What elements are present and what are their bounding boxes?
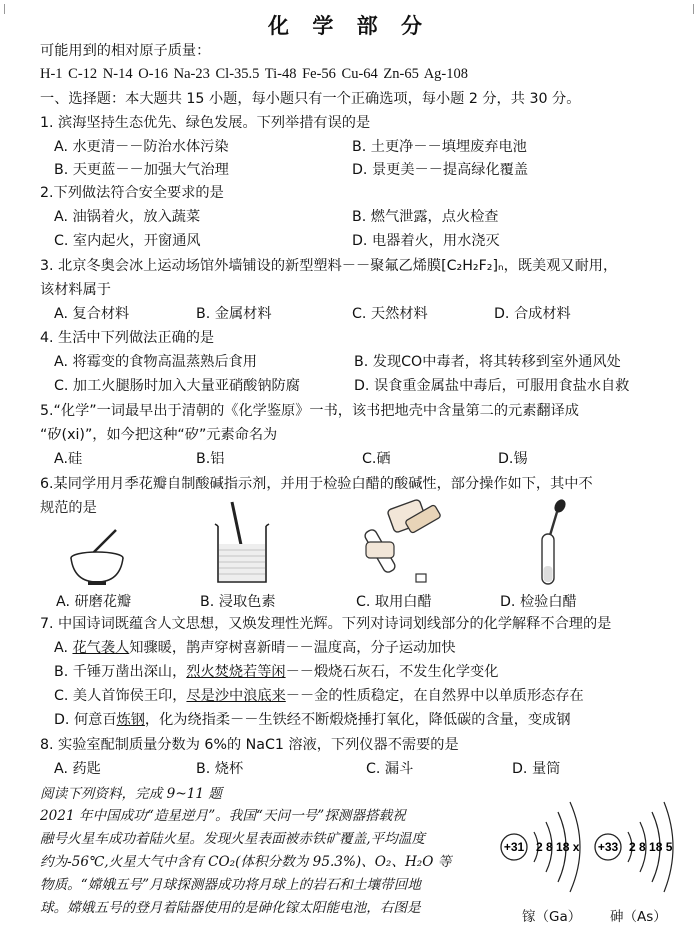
- q8-option-a: A. 药匙: [54, 761, 101, 777]
- ga-nucleus-charge: +31: [503, 840, 525, 854]
- ga-shell-electrons: 2 8 18 x: [536, 840, 580, 854]
- section-1-heading: 一、选择题：本大题共 15 小题，每小题只有一个正确选项，每小题 2 分，共 30 分。: [40, 91, 581, 107]
- as-nucleus-charge: +33: [597, 840, 619, 854]
- page-title: 化 学 部 分: [268, 13, 430, 38]
- mortar-base: [88, 581, 106, 585]
- q1-option-d: D. 景更美－－提高绿化覆盖: [352, 162, 529, 178]
- q1-stem: 1. 滨海坚持生态优先、绿色发展。下列举措有误的是: [40, 115, 371, 131]
- bottle-stopper: [416, 574, 426, 582]
- reading-line-3: 约为-56℃,火星大气中含有 CO₂(体积分数为 95.3%)、O₂、H₂O 等: [40, 854, 452, 870]
- q2-option-b: B. 燃气泄露，点火检查: [352, 209, 499, 225]
- q4-option-d: D. 误食重金属盐中毒后，可服用食盐水自救: [354, 378, 630, 394]
- beaker-lip: [215, 524, 269, 526]
- q5-stem: 5.“化学”一词最早出于清朝的《化学鉴原》一书，该书把地壳中含量第二的元素翻译成: [40, 403, 579, 419]
- beaker-rod-figure: [210, 498, 274, 588]
- q2-option-a: A. 油锅着火，放入蔬菜: [54, 209, 201, 225]
- q6-option-d: D. 检验白醋: [500, 594, 577, 610]
- q1-option-a: A. 水更清－－防治水体污染: [54, 139, 229, 155]
- q3-option-c: C. 天然材料: [352, 306, 428, 322]
- underlined-phrase: 烈火焚烧若等闲: [186, 664, 286, 680]
- q5-option-a: A.硅: [54, 451, 83, 467]
- q5-option-b: B.铝: [196, 451, 225, 467]
- q6-stem: 6.某同学用月季花瓣自制酸碱指示剂，并用于检验白醋的酸碱性，部分操作如下，其中不: [40, 476, 593, 492]
- q2-option-c: C. 室内起火，开窗通风: [54, 233, 201, 249]
- q3-stem: 3. 北京冬奥会冰上运动场馆外墙铺设的新型塑料－－聚氟乙烯膜[C₂H₂F₂]ₙ，既美观又耐用，: [40, 258, 618, 274]
- underlined-phrase: 花气袭人: [72, 640, 130, 656]
- pouring-figure: [360, 498, 450, 588]
- q7-option-d: D. 何意百炼钢，化为绕指柔－－生铁经不断煅烧捶打氧化，降低碳的含量，变成钢: [54, 712, 571, 728]
- q4-stem: 4. 生活中下列做法正确的是: [40, 330, 215, 346]
- q8-option-d: D. 量筒: [512, 761, 561, 777]
- q3-stem-cont: 该材料属于: [40, 282, 111, 298]
- tube-liquid: [544, 566, 553, 582]
- q4-option-b: B. 发现CO中毒者，将其转移到室外通风处: [354, 354, 621, 370]
- q3-option-b: B. 金属材料: [196, 306, 272, 322]
- q3-option-a: A. 复合材料: [54, 306, 130, 322]
- ga-label: 镓（Ga）: [522, 909, 582, 925]
- q5-option-d: D.锡: [498, 451, 528, 467]
- q5-option-c: C.硒: [362, 451, 391, 467]
- q7-option-b: B. 千锤万凿出深山，烈火焚烧若等闲－－煅烧石灰石，不发生化学变化: [54, 664, 499, 680]
- q6-option-c: C. 取用白醋: [356, 594, 432, 610]
- q8-stem: 8. 实验室配制质量分数为 6%的 NaC1 溶液，下列仪器不需要的是: [40, 737, 459, 753]
- underlined-phrase: 尽是沙中浪底来: [186, 688, 286, 704]
- as-shell-electrons: 2 8 18 5: [629, 840, 673, 854]
- reading-line-4: 物质。“嫦娥五号”月球探测器成功将月球上的岩石和土壤带回地: [40, 877, 421, 893]
- reading-intro: 阅读下列资料，完成 9~11 题: [40, 786, 222, 802]
- reading-line-1: 2021 年中国成功“造星逆月”。我国“天问一号”探测器搭载祝: [40, 808, 406, 824]
- q2-option-d: D. 电器着火，用水浇灭: [352, 233, 500, 249]
- mortar-pestle-figure: [66, 520, 128, 586]
- q3-option-d: D. 合成材料: [494, 306, 571, 322]
- q4-option-c: C. 加工火腿肠时加入大量亚硝酸钠防腐: [54, 378, 300, 394]
- reading-line-5: 球。嫦娥五号的登月着陆器使用的是砷化镓太阳能电池，右图是: [40, 900, 421, 916]
- holding-hand: [366, 542, 394, 558]
- q8-option-b: B. 烧杯: [196, 761, 244, 777]
- underlined-phrase: 炼钢: [116, 712, 145, 728]
- atomic-mass-header: 可能用到的相对原子质量：: [40, 43, 211, 59]
- q7-option-c: C. 美人首饰侯王印，尽是沙中浪底来－－金的性质稳定，在自然界中以单质形态存在: [54, 688, 584, 704]
- q6-option-b: B. 浸取色素: [200, 594, 276, 610]
- q2-stem: 2.下列做法符合安全要求的是: [40, 185, 224, 201]
- beaker-liquid: [219, 544, 265, 581]
- q7-stem: 7. 中国诗词既蕴含人文思想，又焕发理性光辉。下列对诗词划线部分的化学解释不合理的是: [40, 616, 612, 632]
- atomic-structure-diagrams: [496, 794, 682, 900]
- atomic-mass-list: H-1 C-12 N-14 O-16 Na-23 Cl-35.5 Ti-48 Fe-56 Cu-64 Zn-65 Ag-108: [40, 66, 468, 82]
- q6-option-a: A. 研磨花瓣: [56, 594, 132, 610]
- q1-option-c: B. 天更蓝－－加强大气治理: [54, 162, 229, 178]
- dropper-bulb: [552, 498, 568, 515]
- q8-option-c: C. 漏斗: [366, 761, 414, 777]
- reading-line-2: 融号火星车成功着陆火星。发现火星表面被赤铁矿覆盖,平均温度: [40, 831, 425, 847]
- q6-stem-cont: 规范的是: [40, 500, 97, 516]
- as-label: 砷（As）: [610, 909, 667, 925]
- q4-option-a: A. 将霉变的食物高温蒸熟后食用: [54, 354, 257, 370]
- dropper-figure: [530, 498, 580, 590]
- mortar-bowl: [71, 558, 123, 582]
- q5-stem-cont: “矽(xi)”，如今把这种“矽”元素命名为: [40, 427, 278, 443]
- q7-option-a: A. 花气袭人知骤暖，鹊声穿树喜新晴－－温度高，分子运动加快: [54, 640, 456, 656]
- q1-option-b: B. 土更净－－填埋废弃电池: [352, 139, 527, 155]
